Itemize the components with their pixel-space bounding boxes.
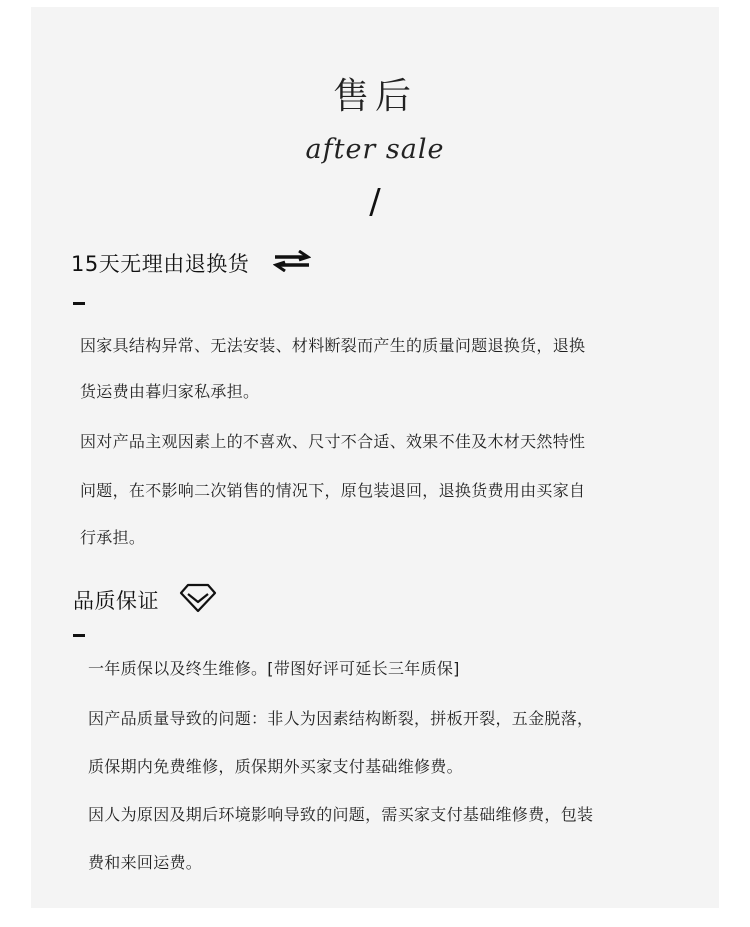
section-returns-dash — [73, 302, 85, 305]
section-quality-dash — [73, 634, 85, 637]
section-quality-line: 因产品质量导致的问题：非人为因素结构断裂，拼板开裂，五金脱落， — [88, 709, 594, 728]
section-quality-heading — [73, 583, 217, 617]
section-quality-line: 因人为原因及期后环境影响导致的问题，需买家支付基础维修费，包装 — [88, 805, 594, 824]
swap-arrows-icon — [273, 250, 311, 276]
diamond-icon — [179, 583, 217, 617]
section-returns-line: 因家具结构异常、无法安装、材料断裂而产生的质量问题退换货，退换 — [80, 336, 586, 355]
section-quality-line: 一年质保以及终生维修。[带图好评可延长三年质保] — [88, 659, 460, 678]
section-returns-line: 问题，在不影响二次销售的情况下，原包装退回，退换货费用由买家自 — [80, 481, 586, 500]
section-returns-line: 行承担。 — [80, 528, 146, 547]
section-returns-heading — [71, 248, 311, 278]
section-returns-title: 15天无理由退换货 — [71, 252, 250, 276]
section-returns-line: 货运费由暮归家私承担。 — [80, 382, 260, 401]
section-returns-line: 因对产品主观因素上的不喜欢、尺寸不合适、效果不佳及木材天然特性 — [80, 432, 586, 451]
section-quality-line: 费和来回运费。 — [88, 853, 203, 872]
title-divider: / — [369, 182, 381, 222]
page-title: 售后 — [332, 76, 417, 117]
section-quality-title: 品质保证 — [73, 589, 159, 613]
section-quality-line: 质保期内免费维修，质保期外买家支付基础维修费。 — [88, 757, 463, 776]
page-subtitle: after sale — [305, 134, 445, 165]
